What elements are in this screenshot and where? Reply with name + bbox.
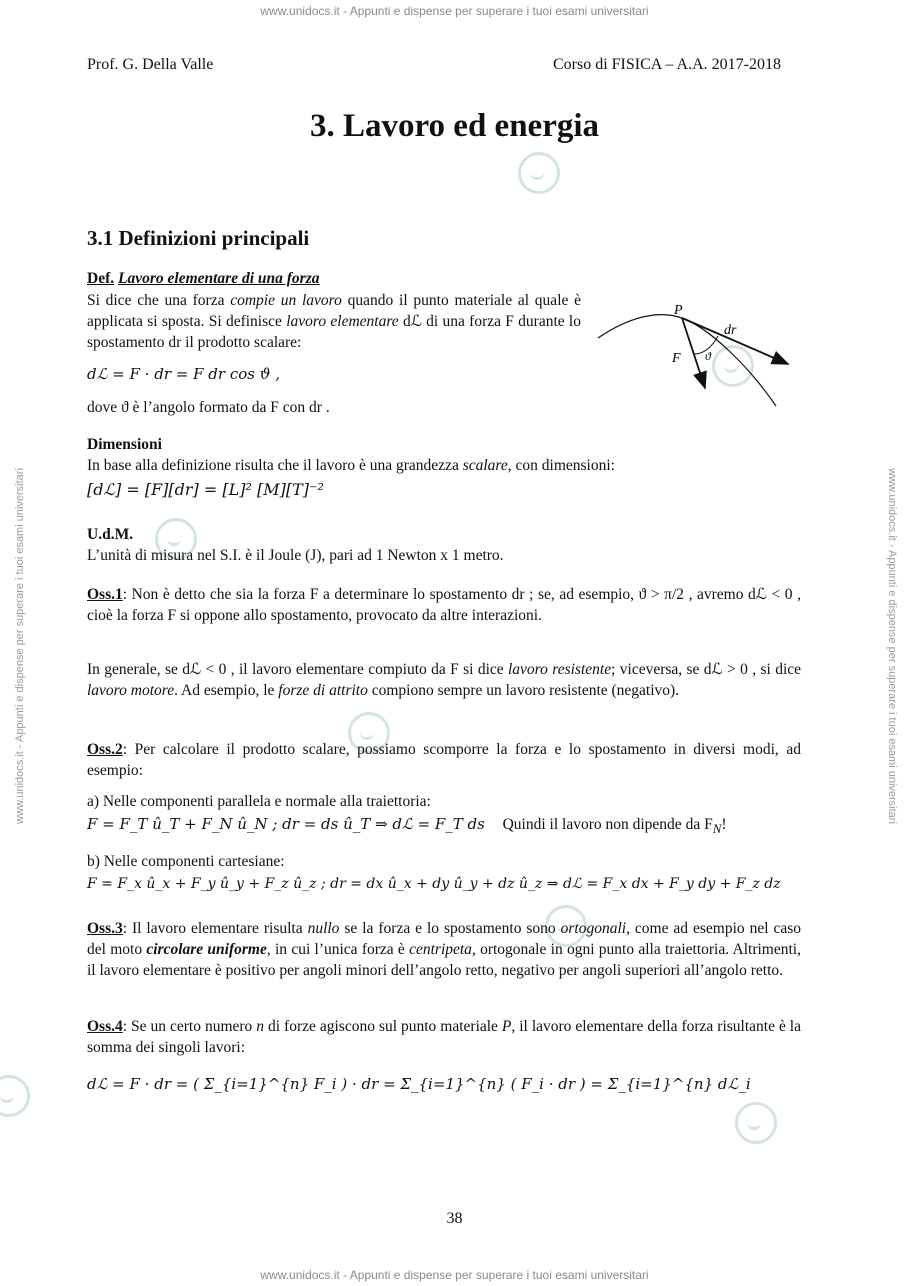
def-formula: dℒ = F · dr = F dr cos ϑ , [87, 365, 280, 383]
oss2-a-formula-row: F = F_T û_T + F_N û_N ; dr = ds û_T ⇒ dℒ = F_T ds Quindi il lavoro non dipende da $F_N$! [87, 815, 727, 837]
watermark-top: www.unidocs.it - Appunti e dispense per superare i tuoi esami universitari [260, 4, 649, 18]
oss2-a-title: a) Nelle componenti parallela e normale alla traiettoria: [87, 793, 431, 810]
oss1-paragraph: Oss.1: Non è detto che sia la forza F a determinare lo spostamento dr ; se, ad esempio, ϑ > π/2 , avremo dℒ < 0 , cioè la forza F si oppone allo spostamento, provocato da altre interazioni. [87, 586, 801, 624]
header-course: Corso di FISICA – A.A. 2017-2018 [552, 56, 781, 73]
label-p: P [674, 303, 683, 318]
watermark-left: www.unidocs.it - Appunti e dispense per superare i tuoi esami universitari [14, 468, 26, 824]
oss2-b-title: b) Nelle componenti cartesiane: [87, 853, 285, 870]
section-title: 3.1 Definizioni principali [87, 226, 310, 250]
udm-text: L’unità di misura nel S.I. è il Joule (J), pari ad 1 Newton x 1 metro. [87, 547, 504, 564]
oss4-label: Oss.4 [87, 1018, 123, 1035]
oss2-b-formula: F = F_x û_x + F_y û_y + F_z û_z ; dr = dx û_x + dy û_y + dz û_z ⇒ dℒ = F_x dx + F_y dy + F_z dz [87, 876, 781, 892]
oss3-label: Oss.3 [87, 920, 123, 937]
dimensioni-formula: [dℒ] = [F][dr] = [L]² [M][T]⁻² [87, 480, 324, 499]
oss4-paragraph: Oss.4: Se un certo numero n di forze agiscono sul punto materiale P, il lavoro elementare della forza risultante è la somma dei singoli lavori: [87, 1018, 801, 1056]
label-f: F [672, 351, 681, 366]
def-angle-note: dove ϑ è l’angolo formato da F con dr . [87, 399, 330, 416]
def-title: Lavoro elementare di una forza [118, 270, 320, 287]
page-number: 38 [446, 1210, 463, 1227]
oss2-paragraph: Oss.2: Per calcolare il prodotto scalare, possiamo scomporre la forza e lo spostamento in diversi modi, ad esempio: [87, 741, 801, 779]
watermark-bottom: www.unidocs.it - Appunti e dispense per superare i tuoi esami universitari [260, 1268, 649, 1282]
label-theta: ϑ [705, 349, 711, 363]
chapter-title: 3. Lavoro ed energia [309, 108, 600, 144]
udm-title: U.d.M. [87, 526, 134, 543]
def-label: Def. [87, 270, 115, 287]
oss4-formula: dℒ = F · dr = ( Σ_{i=1}^{n} F_i ) · dr = Σ_{i=1}^{n} ( F_i · dr ) = Σ_{i=1}^{n} dℒ_i [87, 1075, 751, 1093]
trajectory-curve [598, 315, 776, 406]
header-author: Prof. G. Della Valle [87, 56, 214, 73]
dimensioni-text: In base alla definizione risulta che il lavoro è una grandezza scalare, con dimensioni: [87, 457, 615, 474]
definition-text: Si dice che una forza compie un lavoro quando il punto materiale al quale è applicata si sposta. Si definisce lavoro elementare dℒ di una forza F durante lo spostamento dr il prodotto scalare: [87, 292, 582, 351]
oss1-paragraph-2: In generale, se dℒ < 0 , il lavoro elementare compiuto da F si dice lavoro resistente; viceversa, se dℒ > 0 , si dice lavoro motore. Ad esempio, le forze di attrito compiono sempre un lavoro resistente (negativo). [87, 661, 802, 699]
oss2-label: Oss.2 [87, 741, 123, 758]
oss1-label: Oss.1 [87, 586, 123, 603]
force-diagram [590, 296, 800, 411]
oss3-paragraph: Oss.3: Il lavoro elementare risulta nullo se la forza e lo spostamento sono ortogonali, come ad esempio nel caso del moto circolare uniforme, in cui l’unica forza è centripeta, ortogonale in ogni punto alla traiettoria. Altrimenti, il lavoro elementare è positivo per angoli minori dell’angolo retto, negativo per angoli superiori all’angolo retto. [87, 920, 802, 979]
label-dr: dr [724, 323, 737, 338]
definition-heading [87, 268, 587, 289]
watermark-right: www.unidocs.it - Appunti e dispense per superare i tuoi esami universitari [886, 468, 898, 824]
dimensioni-title: Dimensioni [87, 436, 162, 453]
